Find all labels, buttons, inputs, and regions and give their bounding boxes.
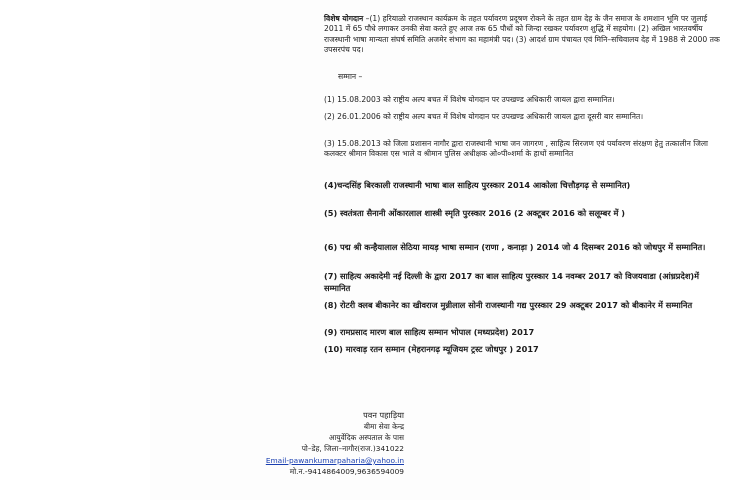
intro-text: –(1) हरियाळो राजस्थान कार्यक्रम के तहत पर्यावरण प्रदूषण रोकने के तहत ग्राम देह के जैन समाज के शमशान भूमि पर जुलाई 2011 में 65 पौधे लगाकर उनकी सेवा करते हुए आज तक 65 पौधों को जिन्दा रखकर पर्यावरण शुद्धि में सहयोग। (2) अखिल भारतवर्षीय राजस्थानी भाषा मान्यता संघर्ष समिति अजमेर संभाग का महामंत्री पद। (3) आदर्श ग्राम पंचायत एवं मिनि–सचिवालय देह में 1988 से 2000 तक उपसरपंच पद। <box>324 14 720 55</box>
honor-item-9: (9) रामप्रसाद मारण बाल साहित्य सम्मान भोपाल (मध्यप्रदेश) 2017 <box>324 327 535 337</box>
document-page <box>150 0 720 500</box>
signature-line-3: पो–डेह, जिला–नागौर(राज.)341022 <box>301 444 404 453</box>
honor-item-4: (4)चन्दसिंह बिरकाली राजस्थानी भाषा बाल साहित्य पुरस्कार 2014 आकोला चित्तौड़गढ़ से सम्मानित) <box>324 180 631 190</box>
honor-item-5: (5) स्वतंत्रता सैनानी ओंकारलाल शास्त्री स्मृति पुरस्कार 2016 (2 अक्टूबर 2016 को सलूम्बर में ) <box>324 208 626 218</box>
honor-item-8: (8) रोटरी क्लब बीकानेर का खीवराज मुन्नीलाल सोनी राजस्थानी गद्य पुरस्कार 29 अक्टूबर 2017 को बीकानेर में सम्मानित <box>324 300 693 310</box>
intro-paragraph <box>324 14 722 56</box>
honors-heading: सम्मान – <box>338 72 363 81</box>
signature-line-2: आयुर्वेदिक अस्पताल के पास <box>328 433 404 442</box>
email-link[interactable]: Email-pawankumarpaharia@yahoo.in <box>265 456 404 465</box>
phone-number: मो.न.-9414864009,9636594009 <box>289 467 404 476</box>
signature-line-1: बीमा सेवा केन्द्र <box>363 422 404 431</box>
honor-item-2: (2) 26.01.2006 को राष्ट्रीय अल्प बचत में विशेष योगदान पर उपखण्ड अधिकारी जायल द्वारा दूसरी बार सम्मानित। <box>324 112 644 121</box>
honor-item-6: (6) पद्म श्री कन्हैयालाल सेठिया मायड़ भाषा सम्मान (राणा , कनाड़ा ) 2014 जो 4 दिसम्बर 2016 को जोधपुर में सम्मानित। <box>324 242 706 252</box>
signature-name: पवन पहाड़िया <box>363 410 404 420</box>
honor-item-7: (7) साहित्य अकादेमी नई दिल्ली के द्वारा 2017 का बाल साहित्य पुरस्कार 14 नवम्बर 2017 को विजयवाडा (आंध्रप्रदेश)में सम्मानित <box>324 271 700 293</box>
honor-item-1: (1) 15.08.2003 को राष्ट्रीय अल्प बचत में विशेष योगदान पर उपखण्ड अधिकारी जायल द्वारा सम्मानित। <box>324 95 615 104</box>
intro-heading: विशेष योगदान <box>324 14 364 23</box>
honor-item-10: (10) मारवाड़ रतन सम्मान (मेहरानगढ़ म्यूजियम ट्रस्ट जोधपुर ) 2017 <box>324 344 539 354</box>
honor-item-3: (3) 15.08.2013 को जिला प्रशासन नागौर द्वारा राजस्थानी भाषा जन जागरण , साहित्य सिरजण एवं पर्यावरण संरक्षण हेतु तत्कालीन जिला कलक्टर श्रीमान विकास एस भाले व श्रीमान पुलिस अधीक्षक ओ०पी०शर्मा के हाथों सम्मानित <box>324 139 708 159</box>
